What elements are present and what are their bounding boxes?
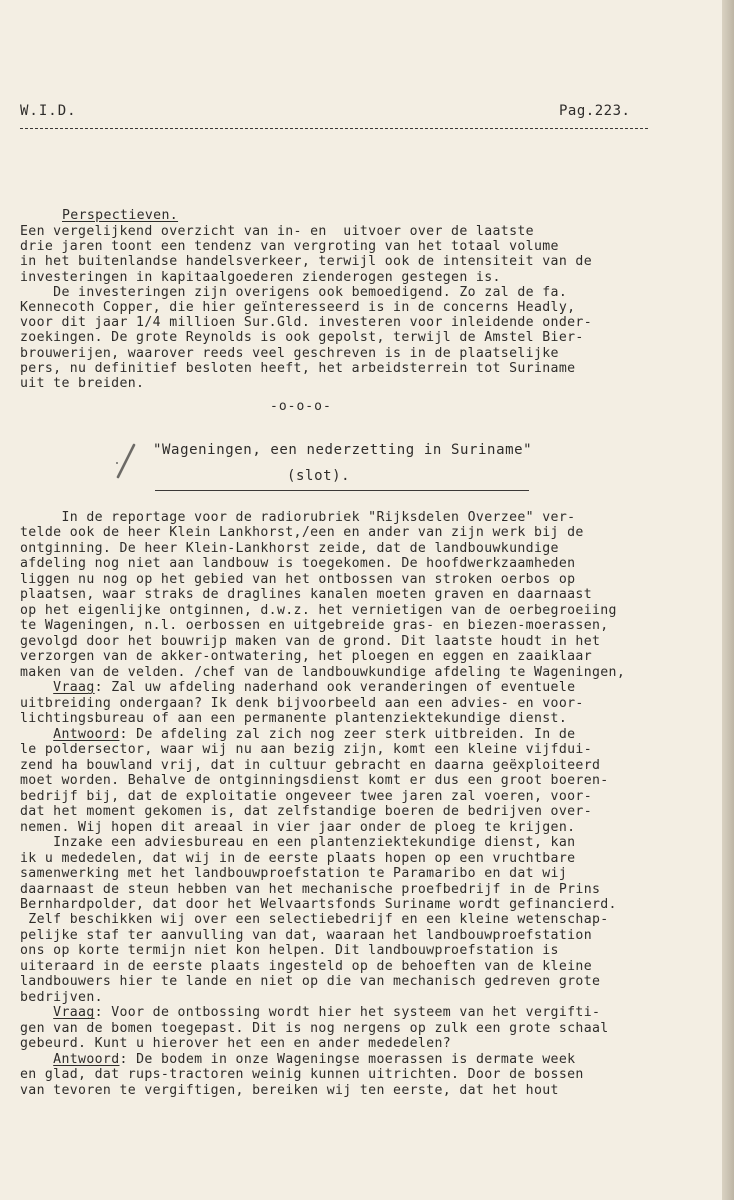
text-line: nemen. Wij hopen dit areaal in vier jaar onder de ploeg te krijgen. [20,819,576,835]
text-line: pelijke staf ter aanvulling van dat, waaraan het landbouwproefstation [20,927,592,943]
text-line: Inzake een adviesbureau en een plantenziektekundige dienst, kan [20,835,576,851]
text-line: landbouwers hier te lande en niet op die van mechanisch gedreven grote [20,974,601,990]
header-rule [20,128,648,129]
text-line: Antwoord: De afdeling zal zich nog zeer sterk uitbreiden. In de [53,726,576,742]
text-line: investeringen in kapitaalgoederen zienderogen gestegen is. [20,269,501,285]
text-line: uitbreiding ondergaan? Ik denk bijvoorbeeld aan een advies- en voor- [20,695,584,711]
text-line: uit te breiden. [20,376,145,391]
text-line: voor dit jaar 1/4 millioen Sur.Gld. investeren voor inleidende onder- [20,315,592,331]
article-title: "Wageningen, een nederzetting in Suriname" [153,442,533,458]
text-line: ontginning. De heer Klein-Lankhorst zeide, dat de landbouwkundige [20,540,559,556]
text-line: gen van de bomen toegepast. Dit is nog nergens op zulk een grote schaal [20,1020,609,1036]
pencil-mark-icon [114,441,138,481]
text-line: samenwerking met het landbouwproefstation te Paramaribo en dat wij [20,866,568,882]
text-line: gevolgd door het bouwrijp maken van de grond. Dit laatste houdt in het [20,633,601,649]
text-line: moet worden. Behalve de ontginningsdienst komt er dus een groot boeren- [20,773,609,789]
text-line: Antwoord: De bodem in onze Wageningse moerassen is dermate week [53,1051,576,1067]
text-line: brouwerijen, waarover reeds veel geschreven is in de plaatselijke [20,345,559,361]
text-line: zend ha bouwland vrij, dat in cultuur gebracht en daarna geëxploiteerd [20,757,601,773]
text-line: dat het moment gekomen is, dat zelfstandige boeren de bedrijven over- [20,804,592,820]
text-line: gebeurd. Kunt u hierover het een en ander mededelen? [20,1036,452,1052]
text-line: van tevoren te vergiftigen, bereiken wij ten eerste, dat het hout [20,1082,559,1098]
text-line: ons op korte termijn niet kon helpen. Dit landbouwproefstation is [20,943,559,959]
text-line: Vraag: Zal uw afdeling naderhand ook veranderingen of eventuele [53,680,576,696]
text-line: Kennecoth Copper, die hier geïnteresseerd is in de concerns Headly, [20,300,576,315]
text-line: le poldersector, waar wij nu aan bezig zijn, komt een kleine vijfdui- [20,742,592,758]
separator: -o-o-o- [270,399,332,414]
text-line: bedrijven. [20,989,103,1005]
text-line: ik u mededelen, dat wij in de eerste plaats hopen op een vruchtbare [20,850,576,866]
text-line: in het buitenlandse handelsverkeer, terwijl ook de intensiteit van de [20,254,592,270]
speaker-label: Antwoord [53,726,120,742]
text-line: bedrijf bij, dat de exploitatie ongeveer twee jaren zal voeren, voor- [20,788,592,804]
text-line: op het eigenlijke ontginnen, d.w.z. het vernietigen van de oerbegroeiing [20,602,617,618]
page-edge [722,0,734,1200]
text-line: en glad, dat rups-tractoren weinig kunnen uitrichten. Door de bossen [20,1067,584,1083]
header-left: W.I.D. [20,103,77,119]
text-line: lichtingsbureau of aan een permanente plantenziektekundige dienst. [20,711,568,727]
text-line: Een vergelijkend overzicht van in- en uitvoer over de laatste [20,224,534,239]
text-line: uiteraard in de eerste plaats ingesteld op de behoeften van de kleine [20,958,592,974]
text-line: liggen nu nog op het gebied van het ontbossen van stroken oerbos op [20,571,576,587]
speaker-label: Antwoord [53,1051,120,1067]
text-line: Zelf beschikken wij over een selectiebedrijf en een kleine wetenschap- [20,912,609,928]
page-number: Pag.223. [559,103,631,119]
section-heading [62,208,178,223]
text-line: drie jaren toont een tendenz van vergroting van het totaal volume [20,239,559,255]
text-line: pers, nu definitief besloten heeft, het arbeidsterrein tot Suriname [20,360,576,376]
article-subtitle: (slot). [287,468,351,484]
text-line: daarnaast de steun hebben van het mechanische proefbedrijf in de Prins [20,881,601,897]
text-line: verzorgen van de akker-ontwatering, het ploegen en eggen en zaaiklaar [20,649,592,665]
text-line: Vraag: Voor de ontbossing wordt hier het systeem van het vergifti- [53,1005,601,1021]
text-line: te Wageningen, n.l. oerbossen en uitgebreide gras- en biezen-moerassen, [20,618,609,634]
text-line: In de reportage voor de radiorubriek "Rijksdelen Overzee" ver- [20,510,576,525]
text-line: maken van de velden. /chef van de landbouwkundige afdeling te Wageningen, [20,664,626,680]
text-line: telde ook de heer Klein Lankhorst,/een en ander van zijn werk bij de [20,525,584,541]
section-heading-text: Perspectieven. [62,208,179,223]
text-line: De investeringen zijn overigens ook bemoedigend. Zo zal de fa. [20,284,568,300]
text-line: plaatsen, waar straks de draglines kanalen moeten graven en daarnaast [20,587,592,603]
speaker-label: Vraag [53,1005,95,1021]
text-line: afdeling nog niet aan landbouw is toegekomen. De hoofdwerkzaamheden [20,556,576,572]
title-rule [155,490,529,491]
speaker-label: Vraag [53,680,95,696]
text-line: Bernhardpolder, dat door het Welvaartsfonds Suriname wordt gefinancierd. [20,897,617,912]
text-line: zoekingen. De grote Reynolds is ook gepolst, terwijl de Amstel Bier- [20,330,584,346]
